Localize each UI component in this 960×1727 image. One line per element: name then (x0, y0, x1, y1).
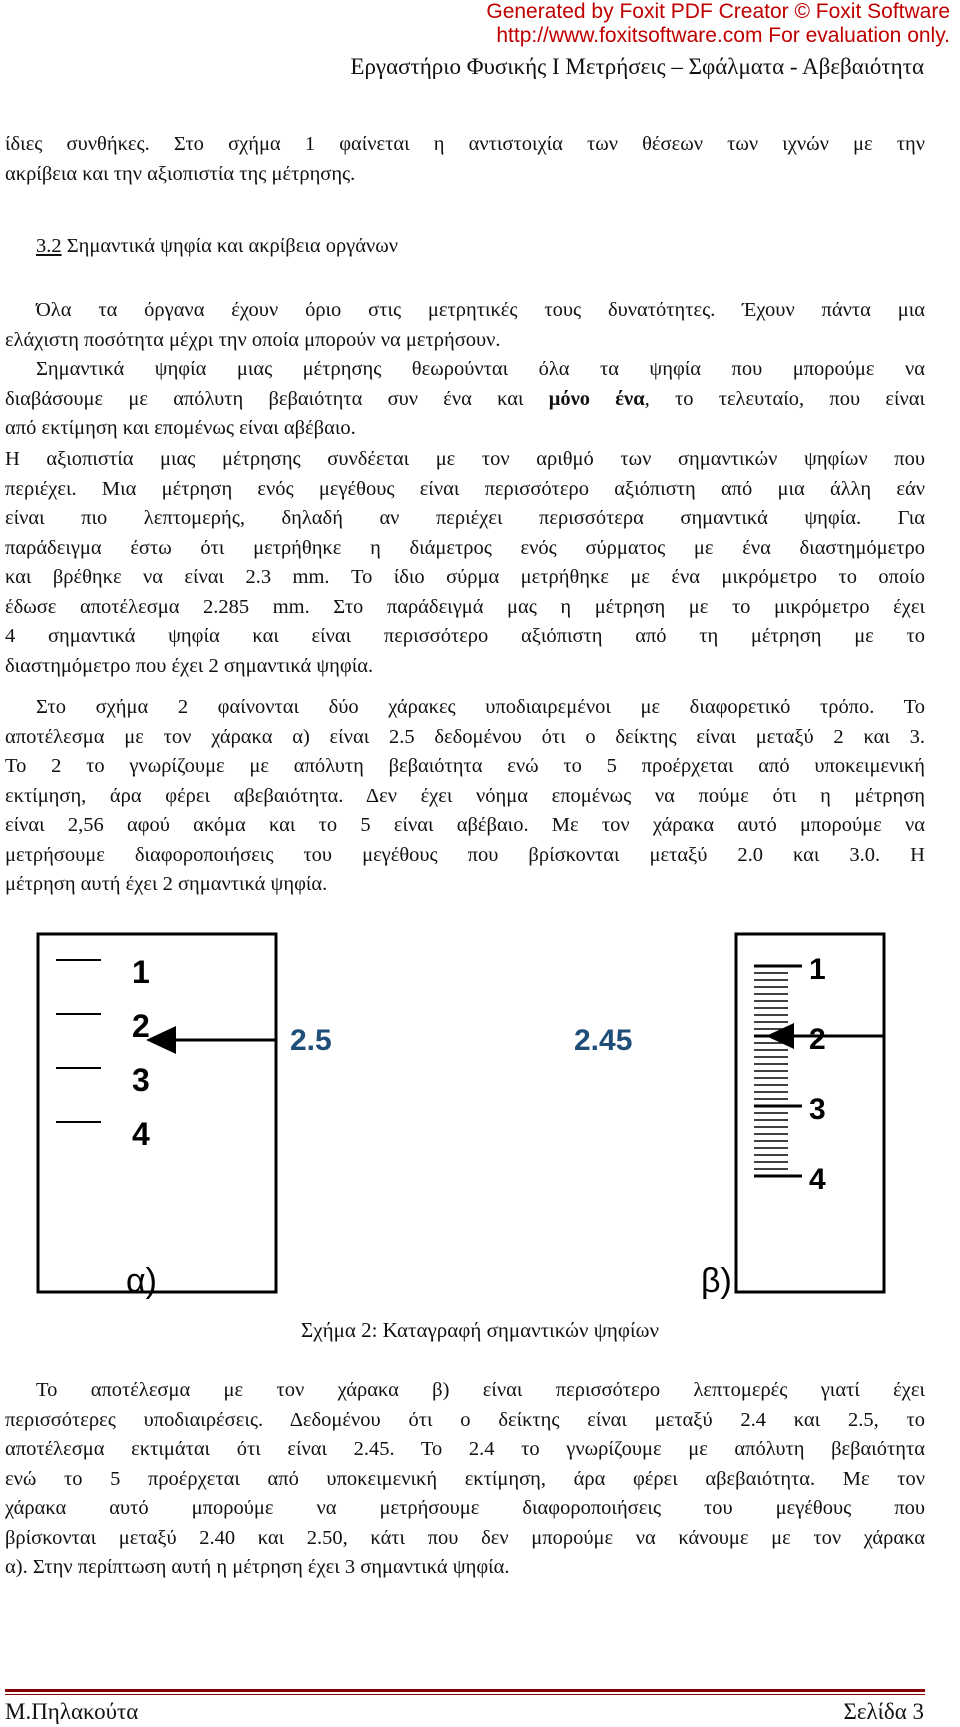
text-line: Στο σχήμα 2 φαίνονται δύο χάρακες υποδιαιρεμένοι με διαφορετικό τρόπο. Το (36, 696, 925, 718)
ruler-b-ticks (754, 966, 802, 1176)
ruler-b-reading: 2.45 (574, 1024, 633, 1057)
text-line: ίδιες συνθήκες. Στο σχήμα 1 φαίνεται η αντιστοιχία των θέσεων των ιχνών με την (5, 133, 925, 155)
footer-rule-thin (5, 1694, 925, 1695)
text-line: Το 2 το γνωρίζουμε με απόλυτη βεβαιότητα ενώ το 5 προέρχεται από υποκειμενική (5, 755, 925, 777)
text-line: αποτέλεσμα εκτιμάται ότι είναι 2.45. Το 2.4 το γνωρίζουμε με απόλυτη βεβαιότητα (5, 1438, 925, 1460)
text-line: ελάχιστη ποσότητα μέχρι την οποία μπορούν να μετρήσουν. (5, 328, 501, 351)
text-line: διαστημόμετρο που έχει 2 σημαντικά ψηφία. (5, 654, 374, 677)
text-line: 4 σημαντικά ψηφία και είναι περισσότερο αξιόπιστη από τη μέτρηση με το (5, 625, 925, 647)
text-line: περισσότερες υποδιαιρέσεις. Δεδομένου ότι ο δείκτης είναι μεταξύ 2.4 και 2.5, το (5, 1408, 925, 1431)
ruler-b (736, 934, 884, 1292)
text-line: είναι πιο λεπτομερής, δηλαδή αν περιέχει περισσότερα σημαντικά ψηφία. Για (5, 507, 925, 529)
running-header: Εργαστήριο Φυσικής Ι Μετρήσεις – Σφάλματα - Αβεβαιότητα (350, 54, 924, 79)
text-line: από εκτίμηση και επομένως είναι αβέβαιο. (5, 417, 356, 439)
text-line (5, 385, 925, 415)
ruler-a-pointer-arrow (146, 1026, 176, 1054)
text-line: Όλα τα όργανα έχουν όριο στις μετρητικές τους δυνατότητες. Έχουν πάντα μια (36, 299, 925, 321)
ruler-b-label-2: 2 (809, 1023, 826, 1056)
section-title: Σημαντικά ψηφία και ακρίβεια οργάνων (61, 235, 399, 257)
paragraph-6 (5, 1376, 925, 1583)
text-line: μέτρηση αυτή έχει 2 σημαντικά ψηφία. (5, 873, 328, 895)
watermark-line-1: Generated by Foxit PDF Creator © Foxit Software (486, 0, 950, 23)
ruler-a-caption-label: α) (126, 1262, 157, 1300)
ruler-b-label-1: 1 (809, 953, 826, 986)
section-number: 3.2 (36, 235, 62, 257)
ruler-a-frame (38, 934, 276, 1292)
text-line: αποτέλεσμα με τον χάρακα α) είναι 2.5 δεδομένου ότι ο δείκτης είναι μεταξύ 2 και 3. (5, 725, 925, 748)
emphasis-text: μόνο ένα (548, 387, 645, 410)
footer-author: Μ.Πηλακούτα (5, 1699, 139, 1724)
ruler-b-pointer-arrow (766, 1023, 794, 1049)
ruler-b-caption-label: β) (701, 1262, 732, 1300)
footer-page-number: Σελίδα 3 (843, 1699, 924, 1724)
text-line: Σημαντικά ψηφία μιας μέτρησης θεωρούνται όλα τα ψηφία που μπορούμε να (36, 358, 925, 380)
footer-rule (5, 1689, 925, 1692)
ruler-a-label-4: 4 (132, 1116, 150, 1152)
section-heading (36, 235, 398, 258)
text-line: βρίσκονται μεταξύ 2.40 και 2.50, κάτι που δεν μπορούμε να κάνουμε με τον χάρακα (5, 1526, 925, 1549)
text-line: μετρήσουμε διαφοροποιήσεις του μεγέθους που βρίσκονται μεταξύ 2.0 και 3.0. Η (5, 843, 925, 866)
text-line: ενώ το 5 προέρχεται από υποκειμενική εκτίμηση, άρα φέρει αβεβαιότητα. Με τον (5, 1467, 925, 1490)
text-line: και βρέθηκε να είναι 2.3 mm. Το ίδιο σύρμα μετρήθηκε με ένα μικρόμετρο το οποίο (5, 566, 925, 588)
figure-caption: Σχήμα 2: Καταγραφή σημαντικών ψηφίων (301, 1318, 659, 1342)
text-line: α). Στην περίπτωση αυτή η μέτρηση έχει 3 σημαντικά ψηφία. (5, 1556, 510, 1578)
text-line: Η αξιοπιστία μιας μέτρησης συνδέεται με τον αριθμό των σημαντικών ψηφίων που (5, 448, 925, 470)
ruler-a-label-2: 2 (132, 1008, 150, 1044)
ruler-a-label-1: 1 (132, 954, 150, 990)
paragraph-5 (5, 693, 925, 900)
text-line: Το αποτέλεσμα με τον χάρακα β) είναι περισσότερο λεπτομερές γιατί έχει (36, 1379, 925, 1401)
foxit-watermark (486, 0, 950, 48)
text-line: παράδειγμα έστω ότι μετρήθηκε η διάμετρος ενός σύρματος με ένα διαστημόμετρο (5, 536, 925, 559)
text-fragment: , το τελευταίο, που είναι (644, 387, 925, 410)
ruler-b-label-4: 4 (809, 1163, 826, 1196)
text-fragment: διαβάσουμε με απόλυτη βεβαιότητα συν ένα και (5, 387, 549, 410)
paragraph-3 (5, 355, 925, 444)
text-line: περιέχει. Μια μέτρηση ενός μεγέθους είναι περισσότερο αξιόπιστη από μια άλλη εάν (5, 477, 925, 500)
paragraph-1 (5, 130, 925, 189)
ruler-figure (36, 932, 886, 1312)
text-line: χάρακα αυτό μπορούμε να μετρήσουμε διαφοροποιήσεις του μεγέθους που (5, 1497, 925, 1519)
watermark-line-2: http://www.foxitsoftware.com For evaluation only. (496, 24, 950, 47)
paragraph-2 (5, 296, 925, 355)
ruler-b-label-3: 3 (809, 1093, 826, 1126)
ruler-a (38, 934, 276, 1292)
text-line: εκτίμηση, άρα φέρει αβεβαιότητα. Δεν έχει νόημα επομένως να πούμε ότι η μέτρηση (5, 784, 925, 807)
text-line: είναι 2,56 αφού ακόμα και το 5 είναι αβέβαιο. Με τον χάρακα αυτό μπορούμε να (5, 814, 925, 836)
text-line: ακρίβεια και την αξιοπιστία της μέτρησης. (5, 162, 356, 185)
paragraph-4 (5, 445, 925, 681)
ruler-a-reading: 2.5 (290, 1024, 332, 1057)
text-line: έδωσε αποτέλεσμα 2.285 mm. Στο παράδειγμά μας η μέτρηση με το μικρόμετρο έχει (5, 595, 925, 618)
ruler-a-label-3: 3 (132, 1062, 150, 1098)
